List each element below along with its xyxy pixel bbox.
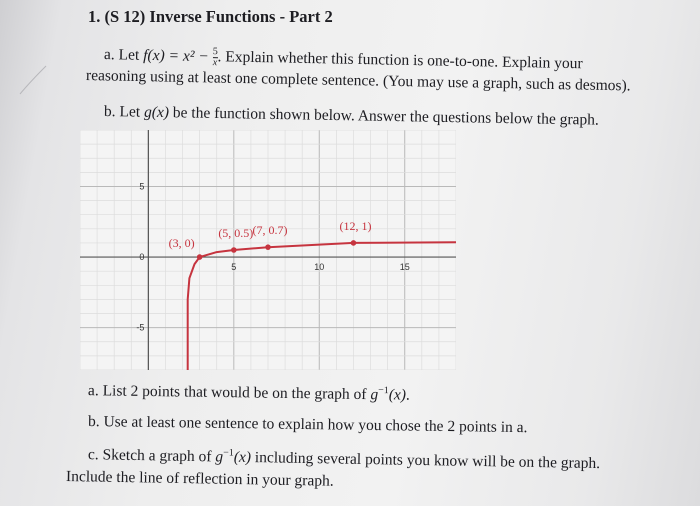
pencil-mark xyxy=(16,60,56,100)
part-a-line-2: reasoning using at least one complete sentence. (You may use a graph, such as desmos). xyxy=(85,67,631,95)
x-tick-label: 15 xyxy=(399,262,410,273)
data-point xyxy=(265,244,271,250)
fraction-numerator: 5 xyxy=(212,46,218,58)
question-a-text: a. List 2 points that would be on the graph of xyxy=(87,382,367,404)
question-a-period: . xyxy=(405,386,410,404)
question-c-rest: including several points you know will be on the graph. xyxy=(254,449,601,473)
g-inverse-argument-c: (x) xyxy=(233,448,252,466)
x-tick-label: 5 xyxy=(231,262,237,273)
fraction-denominator: x xyxy=(212,57,218,69)
point-label: (5, 0.5) xyxy=(218,226,254,240)
y-tick-label: -5 xyxy=(136,322,145,333)
point-label: (3, 0) xyxy=(168,236,195,251)
f-definition: = x² − xyxy=(168,47,213,66)
data-point xyxy=(231,247,237,253)
data-point xyxy=(197,254,203,260)
part-b-line xyxy=(104,103,599,130)
g-of-x: g(x) xyxy=(143,103,170,122)
data-point xyxy=(351,240,357,246)
question-c-line-2: Include the line of reflection in your graph. xyxy=(65,468,334,490)
part-a-rest: . Explain whether this function is one-to-one. Explain your xyxy=(217,48,583,73)
part-a-prefix: a. Let xyxy=(103,46,140,64)
function-graph xyxy=(80,130,456,370)
g-inverse-exponent-c: −1 xyxy=(223,447,234,459)
question-a xyxy=(88,381,410,405)
problem-title: 1. (S 12) Inverse Functions - Part 2 xyxy=(88,7,333,26)
point-label: (7, 0.7) xyxy=(252,223,288,238)
question-b: b. Use at least one sentence to explain how you chose the 2 points in a. xyxy=(87,413,528,437)
y-tick-label: 5 xyxy=(139,181,145,192)
g-inverse-symbol-c: g xyxy=(215,448,224,466)
part-b-prefix: b. Let xyxy=(103,103,141,121)
f-of-x: f(x) xyxy=(143,46,165,65)
g-inverse-argument: (x) xyxy=(388,386,407,404)
g-inverse-symbol: g xyxy=(370,386,379,404)
y-tick-label: 0 xyxy=(139,252,145,263)
x-tick-label: 10 xyxy=(314,262,325,273)
g-inverse-exponent: −1 xyxy=(378,385,389,397)
point-label: (12, 1) xyxy=(339,218,372,233)
part-b-rest: be the function shown below. Answer the questions below the graph. xyxy=(172,104,599,129)
question-c-text: c. Sketch a graph of xyxy=(87,446,212,466)
